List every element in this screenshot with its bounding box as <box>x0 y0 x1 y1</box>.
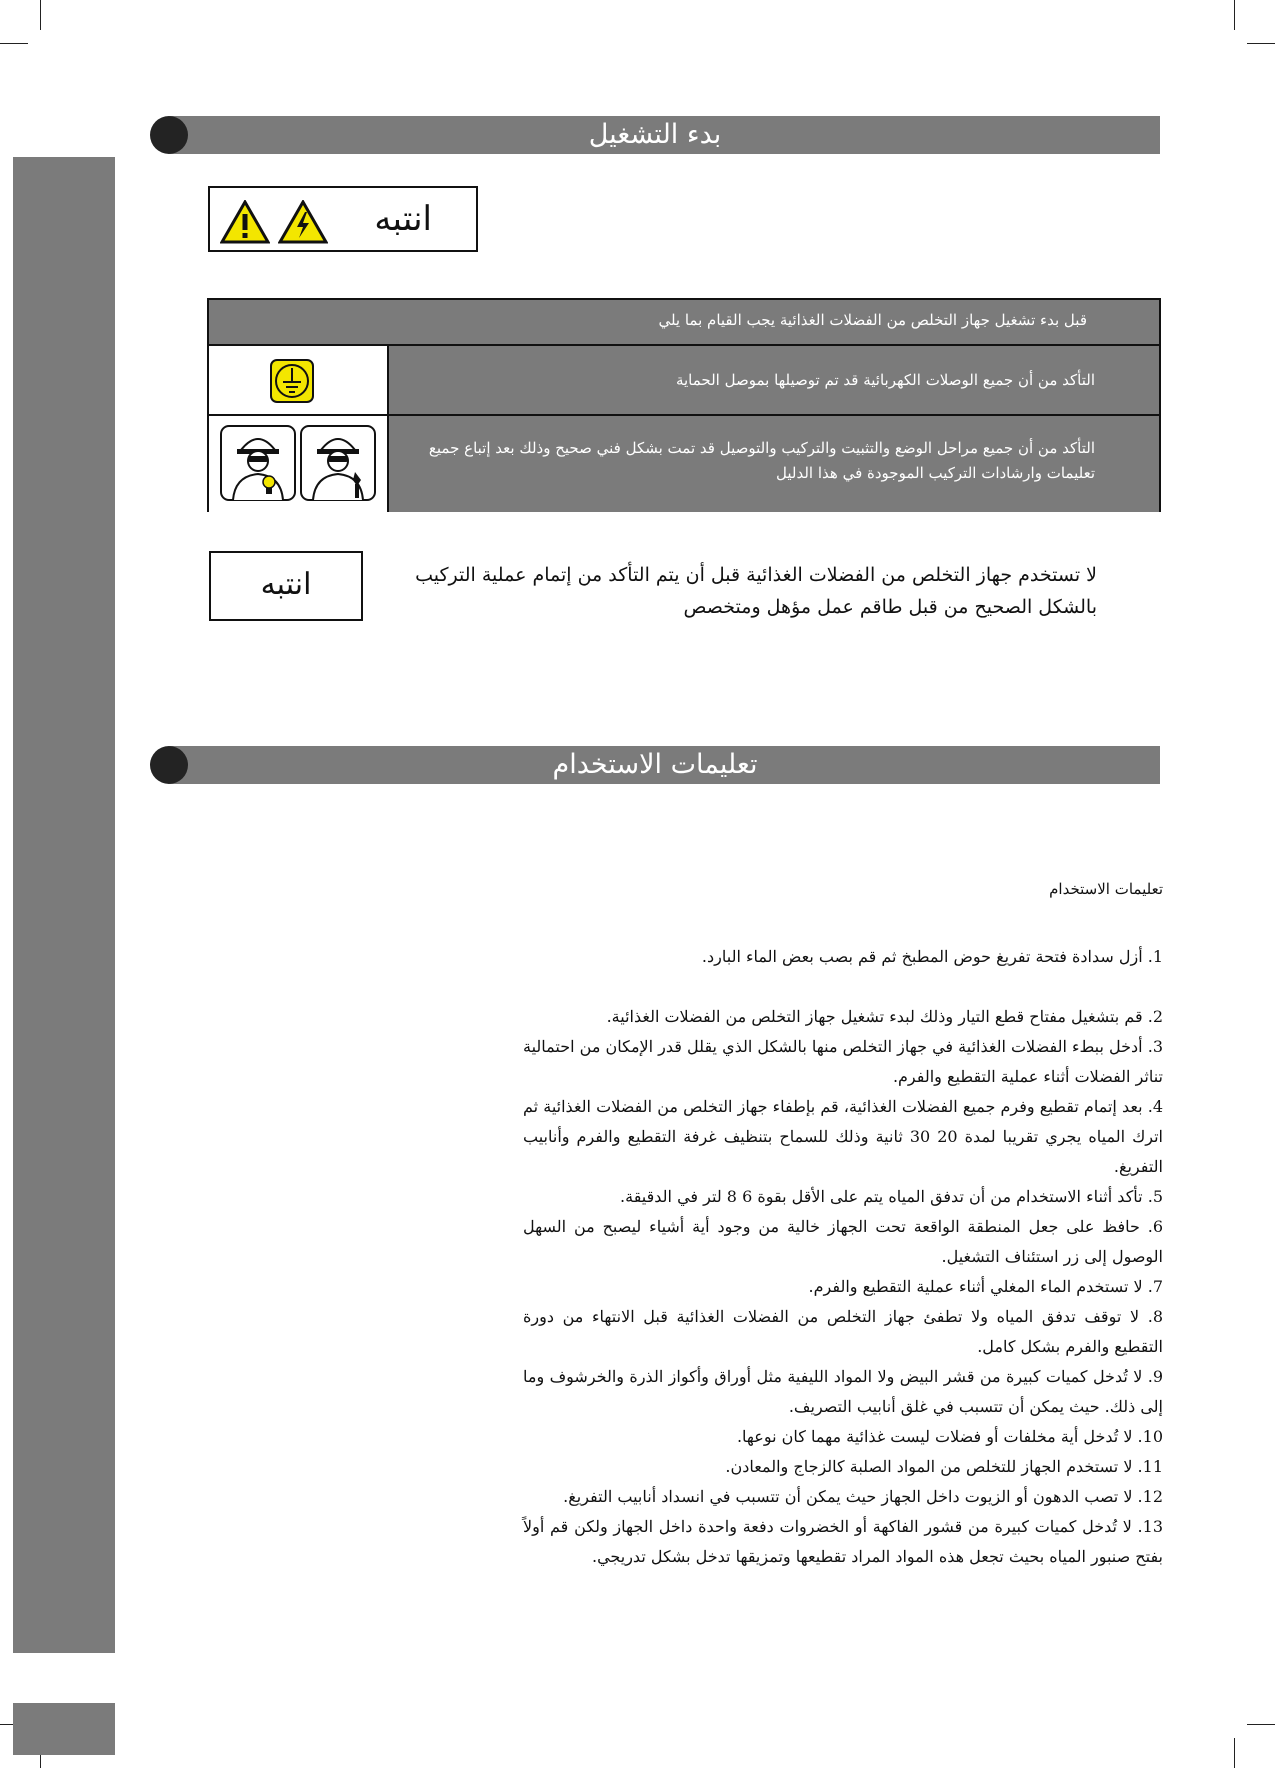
list-item: 7. لا تستخدم الماء المغلي أثناء عملية التقطيع والفرم. <box>808 1277 1163 1296</box>
technician-electrician-icon <box>219 424 377 502</box>
requirement-text: التأكد من أن جميع الوصلات الكهربائية قد تم توصيلها بموصل الحماية <box>675 371 1095 389</box>
crop-mark <box>1234 1738 1235 1768</box>
warning-box <box>208 186 478 252</box>
page-tab <box>13 1703 115 1755</box>
requirement-icon-cell <box>209 346 389 414</box>
requirement-row <box>209 346 1159 414</box>
warning-triangle-icon <box>220 200 270 244</box>
crop-mark <box>1247 1724 1275 1725</box>
list-item: 5. تأكد أثناء الاستخدام من أن تدفق المياه يتم على الأقل بقوة 6 8 لتر في الدقيقة. <box>620 1187 1163 1206</box>
side-bar <box>13 157 115 1653</box>
section-title: بدء التشغيل <box>588 119 722 150</box>
list-item: 4. بعد إتمام تقطيع وفرم جميع الفضلات الغذائية، قم بإطفاء جهاز التخلص من الفضلات الغذائية ثم اترك المياه يجري تقريبا لمدة 20 30 ثانية وذلك للسماح بتنظيف غرفة التقطيع والفرم وأنابيب التفريغ. <box>523 1097 1164 1176</box>
list-item: 8. لا توقف تدفق المياه ولا تطفئ جهاز التخلص من الفضلات الغذائية قبل الانتهاء من دورة التقطيع والفرم بشكل كامل. <box>523 1307 1163 1356</box>
requirement-text <box>429 436 1095 486</box>
crop-mark <box>1234 0 1235 30</box>
electric-hazard-icon <box>278 200 328 244</box>
section-header-usage <box>150 746 1160 784</box>
list-item: 1. أزل سدادة فتحة تفريغ حوض المطبخ ثم قم بصب بعض الماء البارد. <box>701 947 1163 966</box>
requirements-header-text: قبل بدء تشغيل جهاز التخلص من الفضلات الغذائية يجب القيام بما يلي <box>658 311 1087 329</box>
caution-text: لا تستخدم جهاز التخلص من الفضلات الغذائية قبل أن يتم التأكد من إتمام عملية التركيب بالشكل الصحيح من قبل طاقم عمل مؤهل ومتخصص <box>415 564 1097 618</box>
section-title: تعليمات الاستخدام <box>552 749 758 780</box>
list-item: 3. أدخل ببطء الفضلات الغذائية في جهاز التخلص منها بالشكل الذي يقلل قدر الإمكان من احتمالية تناثر الفضلات أثناء عملية التقطيع والفرم. <box>523 1037 1163 1086</box>
list-item: 12. لا تصب الدهون أو الزيوت داخل الجهاز حيث يمكن أن تتسبب في انسداد أنابيب التفريغ. <box>563 1487 1163 1506</box>
list-item: 6. حافظ على جعل المنطقة الواقعة تحت الجهاز خالية من وجود أية أشياء ليصبح من السهل الوصول إلى زر استئناف التشغيل. <box>523 1217 1163 1266</box>
requirement-text-line: تعليمات وارشادات التركيب الموجودة في هذا الدليل <box>776 464 1095 482</box>
crop-mark <box>0 43 28 44</box>
caution-box: انتبه <box>209 551 363 621</box>
crop-mark <box>40 0 41 30</box>
requirement-text-line: التأكد من أن جميع مراحل الوضع والتثبيت والتركيب والتوصيل قد تمت بشكل فني صحيح وذلك بعد إتباع جميع <box>428 439 1095 457</box>
usage-heading: تعليمات الاستخدام <box>1049 880 1163 898</box>
requirement-text-cell <box>389 346 1159 414</box>
crop-mark <box>1247 43 1275 44</box>
requirement-text-cell <box>389 416 1159 512</box>
requirement-row <box>209 414 1159 512</box>
list-item: 2. قم بتشغيل مفتاح قطع التيار وذلك لبدء تشغيل جهاز التخلص من الفضلات الغذائية. <box>606 1007 1163 1026</box>
usage-list <box>523 942 1163 1572</box>
list-item: 10. لا تُدخل أية مخلفات أو فضلات ليست غذائية مهما كان نوعها. <box>736 1427 1163 1446</box>
list-item: 9. لا تُدخل كميات كبيرة من قشر البيض ولا المواد الليفية مثل أوراق وأكواز الذرة والخرشوف وما إلى ذلك. حيث يمكن أن تتسبب في غلق أنابيب التصريف. <box>523 1367 1163 1416</box>
requirements-header <box>209 300 1159 346</box>
requirement-icon-cell <box>209 416 389 512</box>
list-item: 13. لا تُدخل كميات كبيرة من قشور الفاكهة أو الخضروات دفعة واحدة داخل الجهاز ولكن قم أولاً بفتح صنبور المياه بحيث تجعل هذه المواد المراد تقطيعها وتمزيقها تدخل بشكل تدريجي. <box>523 1517 1163 1566</box>
warning-label: انتبه <box>374 199 432 239</box>
ground-symbol-icon <box>269 358 315 404</box>
list-item: 11. لا تستخدم الجهاز للتخلص من المواد الصلبة كالزجاج والمعادن. <box>725 1457 1163 1476</box>
requirements-table <box>207 298 1161 512</box>
section-header-startup <box>150 116 1160 154</box>
